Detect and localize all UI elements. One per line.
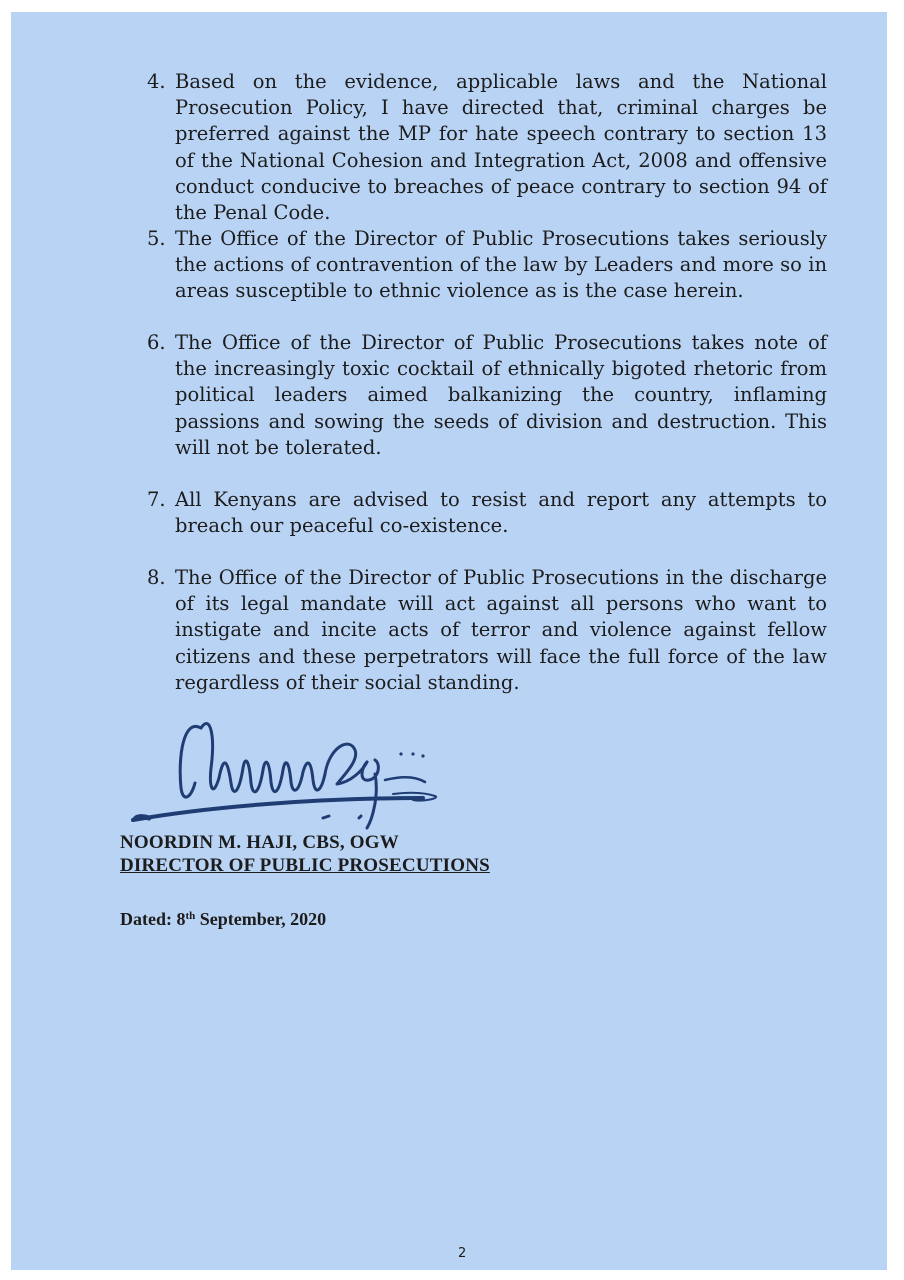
paragraph-number: 5. [147,227,166,250]
page-number: 2 [458,1246,467,1261]
signatory-name: NOORDIN M. HAJI, CBS, OGW [120,832,399,853]
paragraph-number: 4. [147,70,166,93]
paragraph-number: 8. [147,566,166,589]
date-line [120,909,326,930]
signatory-title: DIRECTOR OF PUBLIC PROSECUTIONS [120,855,490,876]
paragraph-8 [147,565,827,696]
paragraph-7 [147,487,827,539]
paragraph-number: 6. [147,331,166,354]
date-ordinal-suffix: th [185,910,196,922]
date-rest: September, 2020 [195,909,327,929]
document-page [11,12,887,1270]
paragraph-text: The Office of the Director of Public Prosecutions in the discharge of its legal mandate will act against all persons who want to instigate and incite acts of terror and violence against fellow citizens and these perpetrators will face the full force of the law regardless of their social standing. [175,566,827,694]
paragraph-text: The Office of the Director of Public Prosecutions takes seriously the actions of contravention of the law by Leaders and more so in areas susceptible to ethnic violence as is the case herein. [175,227,827,303]
paragraph-number: 7. [147,488,166,511]
paragraph-5 [147,226,827,305]
paragraph-4 [147,69,827,226]
paragraph-text: The Office of the Director of Public Prosecutions takes note of the increasingly toxic cocktail of ethnically bigoted rhetoric from political leaders aimed balkanizing the country, inflaming passions and sowing the seeds of division and destruction. This will not be tolerated. [175,331,827,459]
paragraph-6 [147,330,827,461]
paragraph-text: All Kenyans are advised to resist and report any attempts to breach our peaceful co-existence. [175,488,827,538]
date-label: Dated: 8 [120,909,186,929]
handwritten-signature [123,698,553,833]
paragraph-text: Based on the evidence, applicable laws and the National Prosecution Policy, I have directed that, criminal charges be preferred against the MP for hate speech contrary to section 13 of the National Cohesion and Integration Act, 2008 and offensive conduct conducive to breaches of peace contrary to section 94 of the Penal Code. [175,70,827,225]
